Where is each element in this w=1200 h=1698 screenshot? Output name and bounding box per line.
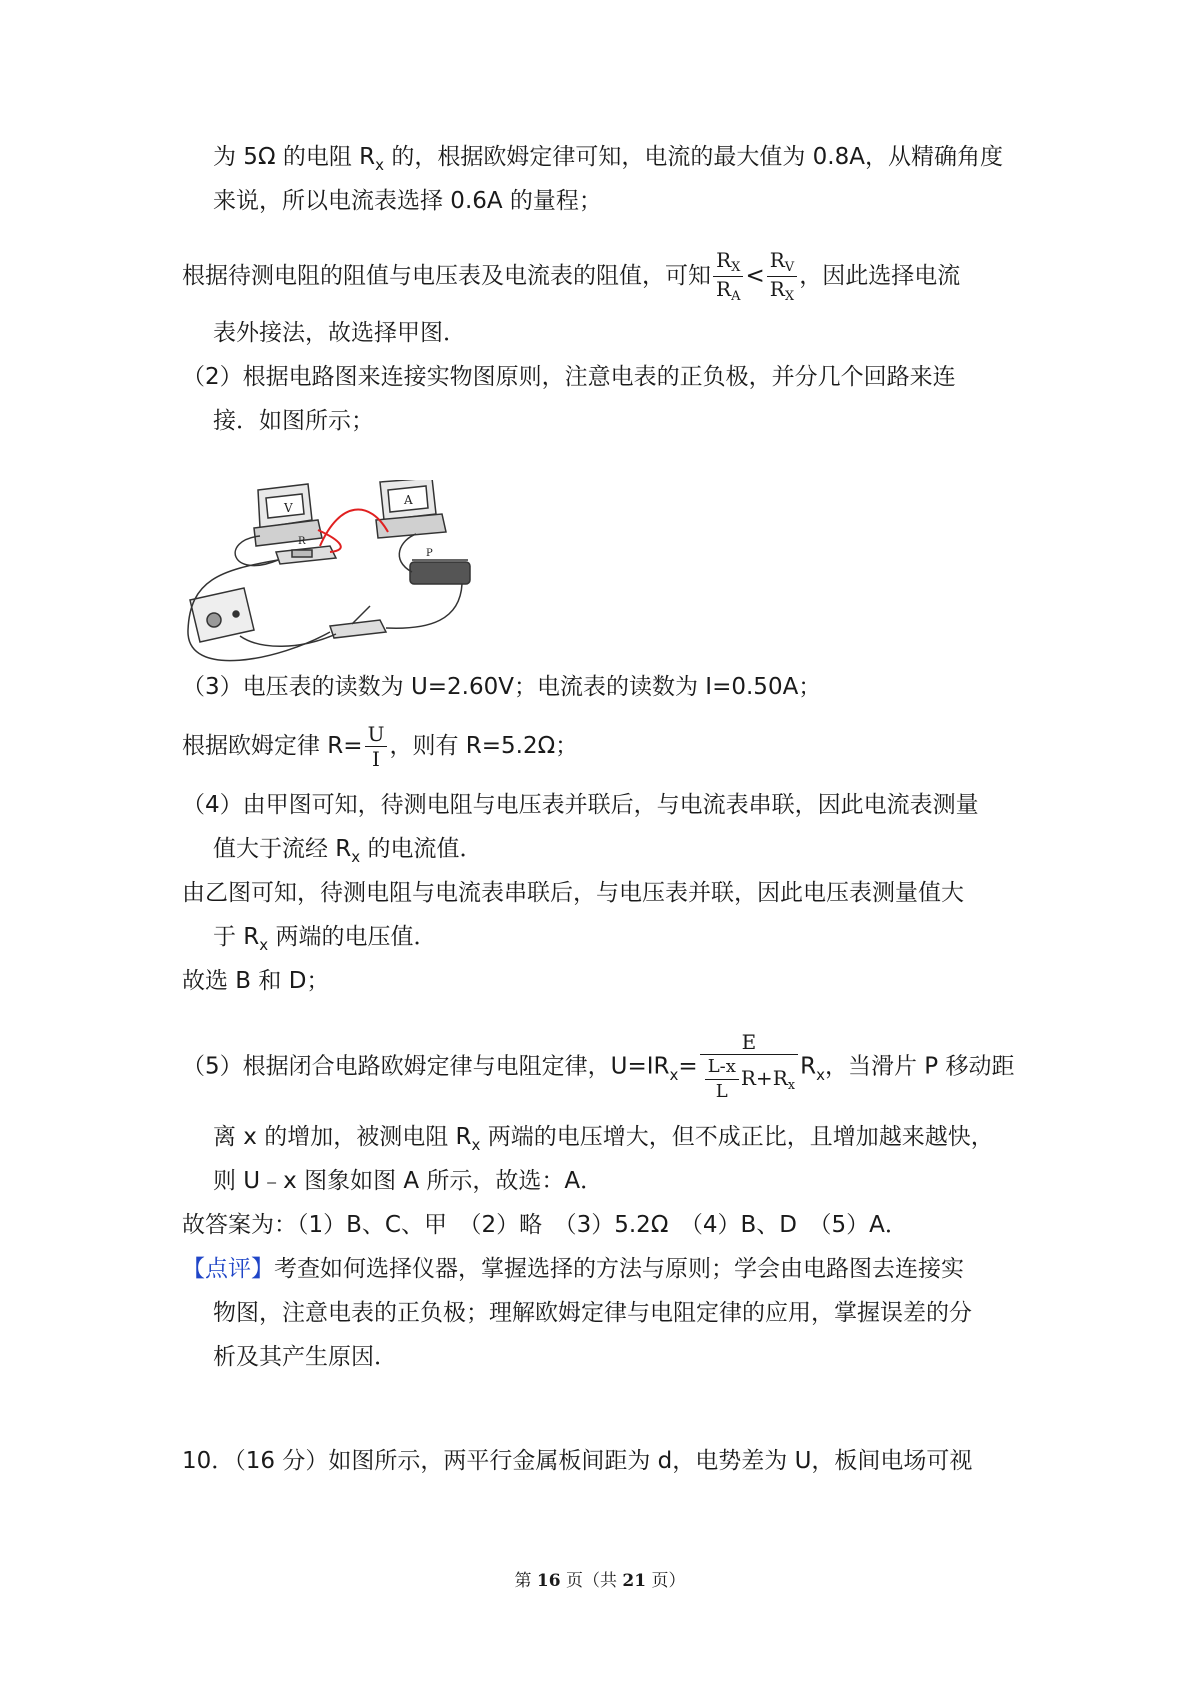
text-line: 故选 B 和 D； <box>182 968 330 994</box>
text-line: 为 5Ω 的电阻 $R_x$ 的，根据欧姆定律可知，电流的最大值为 0.8A，从精确角度 <box>213 144 1003 174</box>
fraction-rv-rx: $\frac{R_V}{R_X}$ <box>767 248 797 305</box>
comment-line: 【点评】考查如何选择仪器，掌握选择的方法与原则；学会由电路图去连接实 <box>182 1256 964 1282</box>
page-footer: 第 16 页（共 21 页） <box>514 1571 686 1591</box>
text-line: 来说，所以电流表选择 0.6A 的量程； <box>213 188 602 214</box>
text-line: 表外接法，故选择甲图． <box>213 320 466 346</box>
slider-label: P <box>426 548 433 559</box>
question-10: 10．（16 分）如图所示，两平行金属板间距为 d，电势差为 U，板间电场可视 <box>182 1448 973 1474</box>
answer-summary: 故答案为：（1）B、C、甲 （2）略 （3）5.2Ω （4）B、D （5）A． <box>182 1212 908 1238</box>
text-line: 析及其产生原因． <box>213 1344 397 1370</box>
resistor-label: R <box>298 536 306 547</box>
text-line: 值大于流经 $R_x$ 的电流值． <box>213 836 483 866</box>
text-line: 根据欧姆定律 R= $\frac{U}{I}$ ，则有 R=5.2Ω； <box>182 722 579 771</box>
comment-tag: 【点评】 <box>182 1256 274 1282</box>
text-line: 则 U﹣x 图象如图 A 所示，故选：A． <box>213 1168 604 1194</box>
fraction-closed-circuit: E $\frac{L-x}{L}$ $R+R_x$ <box>700 1030 798 1104</box>
voltmeter-label: V <box>284 501 293 515</box>
fraction-rx-ra: $\frac{R_X}{R_A}$ <box>713 248 743 305</box>
fraction-u-over-i: $\frac{U}{I}$ <box>365 722 388 771</box>
text-line: （5）根据闭合电路欧姆定律与电阻定律，$U=IR_x=$ E $\frac{L-x}{L}$ $R+R_x$ $R_x$，当滑片 P 移动距 <box>182 1030 1015 1102</box>
ammeter-label: A <box>404 493 413 507</box>
circuit-wiring-figure <box>180 480 530 670</box>
text-line: 离 x 的增加，被测电阻 $R_x$ 两端的电压增大，但不成正比，且增加越来越快， <box>213 1124 994 1154</box>
text-line: （2）根据电路图来连接实物图原则，注意电表的正负极，并分几个回路来连 <box>182 364 956 390</box>
text-line: 根据待测电阻的阻值与电压表及电流表的阻值，可知 $\frac{R_X}{R_A}$ < $\frac{R_V}{R_X}$ ，因此选择电流 <box>182 248 961 304</box>
text-line: 于 $R_x$ 两端的电压值． <box>213 924 437 954</box>
text-line: （4）由甲图可知，待测电阻与电压表并联后，与电流表串联，因此电流表测量 <box>182 792 979 818</box>
text-line: 接．如图所示； <box>213 408 374 434</box>
text-line: 物图，注意电表的正负极；理解欧姆定律与电阻定律的应用，掌握误差的分 <box>213 1300 972 1326</box>
text-line: 由乙图可知，待测电阻与电流表串联后，与电压表并联，因此电压表测量值大 <box>182 880 964 906</box>
text-line: （3）电压表的读数为 U=2.60V；电流表的读数为 I=0.50A； <box>182 674 822 700</box>
